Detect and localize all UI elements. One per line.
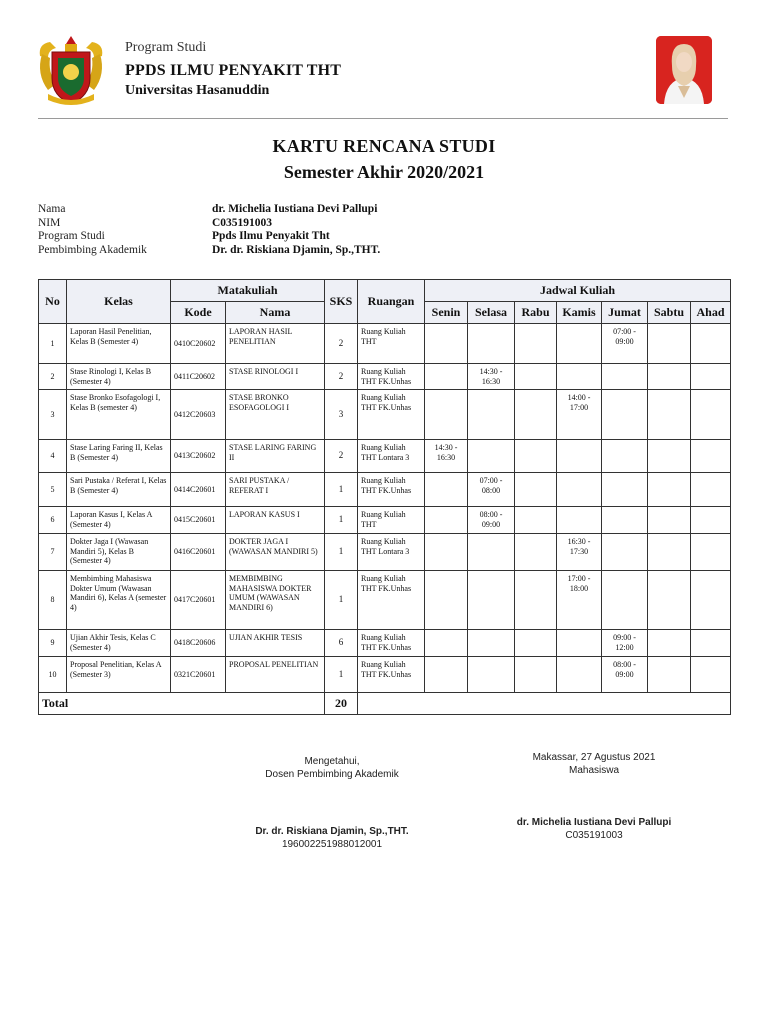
- semester-title: Semester Akhir 2020/2021: [283, 162, 485, 182]
- row-ruangan: Ruang Kuliah THT: [358, 324, 425, 364]
- header-senin: Senin: [425, 302, 468, 324]
- header-matakuliah: Matakuliah: [171, 280, 325, 302]
- row-kode: 0321C20601: [171, 657, 226, 693]
- total-label: Total: [39, 693, 325, 715]
- row-sks: 2: [325, 440, 358, 473]
- schedule-sabtu: [648, 324, 691, 364]
- row-sks: 1: [325, 657, 358, 693]
- schedule-sabtu: [648, 390, 691, 440]
- schedule-senin: [425, 657, 468, 693]
- header-nama: Nama: [226, 302, 325, 324]
- row-nama: STASE BRONKO ESOFAGOLOGI I: [226, 390, 325, 440]
- signing-place-date: Makassar, 27 Agustus 2021: [532, 752, 656, 763]
- schedule-rabu: [515, 473, 557, 507]
- row-kelas: Stase Rinologi I, Kelas B (Semester 4): [67, 364, 171, 390]
- schedule-senin: [425, 534, 468, 571]
- student-role: Mahasiswa: [568, 765, 620, 776]
- schedule-selasa: [468, 657, 515, 693]
- header-kelas: Kelas: [67, 280, 171, 324]
- schedule-kamis: [557, 440, 602, 473]
- row-sks: 1: [325, 534, 358, 571]
- row-kode: 0414C20601: [171, 473, 226, 507]
- row-kelas: Laporan Hasil Penelitian, Kelas B (Semester 4): [67, 324, 171, 364]
- department-name: PPDS ILMU PENYAKIT THT: [125, 62, 342, 79]
- schedule-rabu: [515, 364, 557, 390]
- table-row: [39, 473, 731, 507]
- schedule-sabtu: [648, 630, 691, 657]
- header-no: No: [39, 280, 67, 324]
- info-label: Program Studi: [38, 230, 105, 242]
- row-kelas: Dokter Jaga I (Wawasan Mandiri 5), Kelas B (Semester 4): [67, 534, 171, 571]
- schedule-kamis: [557, 324, 602, 364]
- row-number: 1: [39, 324, 67, 364]
- row-number: 8: [39, 571, 67, 630]
- row-nama: UJIAN AKHIR TESIS: [226, 630, 325, 657]
- schedule-selasa: [468, 390, 515, 440]
- header-rabu: Rabu: [515, 302, 557, 324]
- schedule-selasa: [468, 571, 515, 630]
- schedule-rabu: [515, 440, 557, 473]
- schedule-kamis: [557, 630, 602, 657]
- row-kelas: Membimbing Mahasiswa Dokter Umum (Wawasan Mandiri 6), Kelas A (semester 4): [67, 571, 171, 630]
- schedule-kamis: 16:30 - 17:30: [557, 534, 602, 571]
- schedule-jumat: 08:00 - 09:00: [602, 657, 648, 693]
- schedule-sabtu: [648, 364, 691, 390]
- schedule-selasa: [468, 630, 515, 657]
- row-kode: 0413C20602: [171, 440, 226, 473]
- advisor-name: Dr. dr. Riskiana Djamin, Sp.,THT.: [255, 826, 409, 837]
- schedule-kamis: [557, 507, 602, 534]
- schedule-ahad: [691, 440, 731, 473]
- schedule-kamis: [557, 364, 602, 390]
- schedule-sabtu: [648, 534, 691, 571]
- info-value: Dr. dr. Riskiana Djamin, Sp.,THT.: [212, 243, 381, 256]
- table-row: [39, 534, 731, 571]
- schedule-ahad: [691, 473, 731, 507]
- row-ruangan: Ruang Kuliah THT Lontara 3: [358, 440, 425, 473]
- row-kode: 0410C20602: [171, 324, 226, 364]
- header-ahad: Ahad: [691, 302, 731, 324]
- row-sks: 6: [325, 630, 358, 657]
- schedule-ahad: [691, 324, 731, 364]
- row-nama: STASE RINOLOGI I: [226, 364, 325, 390]
- row-kelas: Laporan Kasus I, Kelas A (Semester 4): [67, 507, 171, 534]
- row-ruangan: Ruang Kuliah THT FK.Unhas: [358, 630, 425, 657]
- schedule-rabu: [515, 390, 557, 440]
- info-value: Ppds Ilmu Penyakit Tht: [212, 230, 330, 242]
- schedule-jumat: [602, 534, 648, 571]
- schedule-sabtu: [648, 440, 691, 473]
- schedule-jumat: 07:00 - 09:00: [602, 324, 648, 364]
- row-kelas: Stase Laring Faring II, Kelas B (Semester 4): [67, 440, 171, 473]
- row-number: 9: [39, 630, 67, 657]
- row-ruangan: Ruang Kuliah THT FK.Unhas: [358, 571, 425, 630]
- schedule-selasa: [468, 440, 515, 473]
- schedule-rabu: [515, 507, 557, 534]
- row-nama: LAPORAN KASUS I: [226, 507, 325, 534]
- row-sks: 2: [325, 324, 358, 364]
- row-sks: 1: [325, 507, 358, 534]
- row-number: 2: [39, 364, 67, 390]
- schedule-jumat: [602, 571, 648, 630]
- info-label: Nama: [38, 203, 66, 215]
- info-row-name: [38, 203, 380, 217]
- schedule-selasa: [468, 324, 515, 364]
- row-number: 5: [39, 473, 67, 507]
- row-ruangan: Ruang Kuliah THT Lontara 3: [358, 534, 425, 571]
- info-value: dr. Michelia Iustiana Devi Pallupi: [212, 203, 378, 215]
- table-row: [39, 571, 731, 630]
- schedule-ahad: [691, 657, 731, 693]
- header-divider: [38, 118, 728, 119]
- student-name: dr. Michelia Iustiana Devi Pallupi: [516, 817, 672, 828]
- schedule-rabu: [515, 324, 557, 364]
- info-row-advisor: [38, 244, 380, 258]
- schedule-ahad: [691, 390, 731, 440]
- schedule-senin: [425, 324, 468, 364]
- schedule-senin: [425, 507, 468, 534]
- row-kode: 0418C20606: [171, 630, 226, 657]
- student-photo: [656, 36, 712, 104]
- student-signature: [505, 751, 683, 842]
- schedule-jumat: [602, 507, 648, 534]
- header-ruangan: Ruangan: [358, 280, 425, 324]
- row-number: 4: [39, 440, 67, 473]
- row-kelas: Sari Pustaka / Referat I, Kelas B (Semester 4): [67, 473, 171, 507]
- schedule-ahad: [691, 507, 731, 534]
- schedule-ahad: [691, 571, 731, 630]
- schedule-selasa: [468, 534, 515, 571]
- table-row: [39, 390, 731, 440]
- schedule-senin: [425, 364, 468, 390]
- table-row: [39, 657, 731, 693]
- program-label: Program Studi: [125, 40, 207, 55]
- schedule-sabtu: [648, 473, 691, 507]
- schedule-jumat: [602, 390, 648, 440]
- row-sks: 1: [325, 571, 358, 630]
- row-nama: MEMBIMBING MAHASISWA DOKTER UMUM (WAWASAN MANDIRI 6): [226, 571, 325, 630]
- info-value: C035191003: [212, 216, 273, 229]
- row-kelas: Stase Bronko Esofagologi I, Kelas B (semester 4): [67, 390, 171, 440]
- schedule-jumat: [602, 473, 648, 507]
- info-label: NIM: [38, 216, 61, 229]
- row-ruangan: Ruang Kuliah THT FK.Unhas: [358, 390, 425, 440]
- row-ruangan: Ruang Kuliah THT: [358, 507, 425, 534]
- schedule-kamis: 14:00 - 17:00: [557, 390, 602, 440]
- row-number: 7: [39, 534, 67, 571]
- header-jumat: Jumat: [602, 302, 648, 324]
- row-ruangan: Ruang Kuliah THT FK.Unhas: [358, 473, 425, 507]
- student-info: [38, 203, 380, 257]
- table-row: [39, 630, 731, 657]
- schedule-sabtu: [648, 657, 691, 693]
- course-table: [38, 279, 731, 715]
- schedule-senin: 14:30 - 16:30: [425, 440, 468, 473]
- row-kelas: Proposal Penelitian, Kelas A (Semester 3): [67, 657, 171, 693]
- info-row-nim: [38, 217, 380, 231]
- schedule-rabu: [515, 571, 557, 630]
- schedule-ahad: [691, 534, 731, 571]
- row-sks: 3: [325, 390, 358, 440]
- row-kode: 0415C20601: [171, 507, 226, 534]
- row-nama: PROPOSAL PENELITIAN: [226, 657, 325, 693]
- row-nama: LAPORAN HASIL PENELITIAN: [226, 324, 325, 364]
- header-selasa: Selasa: [468, 302, 515, 324]
- schedule-selasa: 07:00 - 08:00: [468, 473, 515, 507]
- total-empty: [358, 693, 731, 715]
- header-kode: Kode: [171, 302, 226, 324]
- info-label: Pembimbing Akademik: [38, 243, 147, 256]
- row-nama: SARI PUSTAKA / REFERAT I: [226, 473, 325, 507]
- schedule-jumat: 09:00 - 12:00: [602, 630, 648, 657]
- schedule-senin: [425, 390, 468, 440]
- table-row: [39, 324, 731, 364]
- student-id: C035191003: [565, 830, 623, 841]
- advisor-id: 196002251988012001: [281, 839, 383, 850]
- header-jadwal: Jadwal Kuliah: [425, 280, 731, 302]
- schedule-selasa: 14:30 - 16:30: [468, 364, 515, 390]
- row-sks: 2: [325, 364, 358, 390]
- row-ruangan: Ruang Kuliah THT FK.Unhas: [358, 657, 425, 693]
- row-kode: 0416C20601: [171, 534, 226, 571]
- schedule-selasa: 08:00 - 09:00: [468, 507, 515, 534]
- schedule-kamis: [557, 657, 602, 693]
- row-kode: 0412C20603: [171, 390, 226, 440]
- header-kamis: Kamis: [557, 302, 602, 324]
- schedule-senin: [425, 571, 468, 630]
- table-row: [39, 364, 731, 390]
- university-logo: [36, 34, 106, 108]
- schedule-sabtu: [648, 571, 691, 630]
- total-sks: 20: [325, 693, 358, 715]
- schedule-jumat: [602, 440, 648, 473]
- document-header: [0, 0, 768, 120]
- row-number: 3: [39, 390, 67, 440]
- row-number: 6: [39, 507, 67, 534]
- row-ruangan: Ruang Kuliah THT FK.Unhas: [358, 364, 425, 390]
- advisor-role: Dosen Pembimbing Akademik: [265, 769, 399, 780]
- row-number: 10: [39, 657, 67, 693]
- schedule-rabu: [515, 657, 557, 693]
- schedule-ahad: [691, 364, 731, 390]
- table-row: [39, 507, 731, 534]
- row-nama: STASE LARING FARING II: [226, 440, 325, 473]
- header-sks: SKS: [325, 280, 358, 324]
- schedule-jumat: [602, 364, 648, 390]
- schedule-senin: [425, 630, 468, 657]
- row-nama: DOKTER JAGA I (WAWASAN MANDIRI 5): [226, 534, 325, 571]
- document-title: KARTU RENCANA STUDI: [272, 136, 496, 156]
- info-row-program: [38, 230, 380, 244]
- table-row: [39, 440, 731, 473]
- schedule-kamis: 17:00 - 18:00: [557, 571, 602, 630]
- schedule-senin: [425, 473, 468, 507]
- row-kode: 0417C20601: [171, 571, 226, 630]
- university-name: Universitas Hasanuddin: [125, 83, 270, 98]
- row-sks: 1: [325, 473, 358, 507]
- schedule-rabu: [515, 630, 557, 657]
- schedule-sabtu: [648, 507, 691, 534]
- row-kode: 0411C20602: [171, 364, 226, 390]
- row-kelas: Ujian Akhir Tesis, Kelas C (Semester 4): [67, 630, 171, 657]
- header-sabtu: Sabtu: [648, 302, 691, 324]
- advisor-signature: [232, 755, 432, 851]
- schedule-ahad: [691, 630, 731, 657]
- schedule-kamis: [557, 473, 602, 507]
- advisor-ack-label: Mengetahui,: [304, 756, 360, 767]
- schedule-rabu: [515, 534, 557, 571]
